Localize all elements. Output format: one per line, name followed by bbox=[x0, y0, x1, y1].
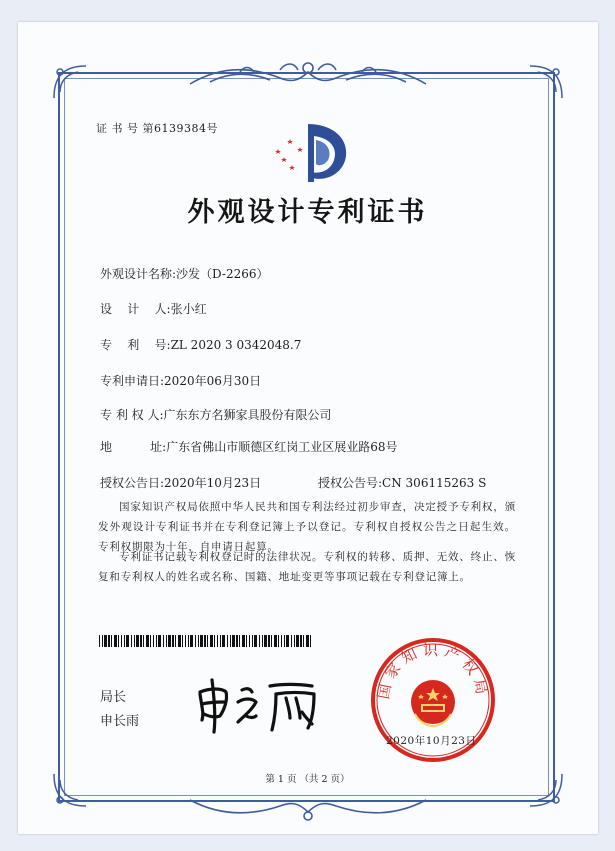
address-label: 地 址: bbox=[100, 440, 167, 454]
design-name-label: 外观设计名称: bbox=[100, 267, 177, 281]
publication-number-row bbox=[318, 474, 486, 491]
body-paragraph: 国家知识产权局依照中华人民共和国专利法经过初步审查，决定授予专利权，颁发外观设计专利证书并在专利登记簿上予以登记。专利权自授权公告之日起生效。专利权期限为十年，自申请日起算。 bbox=[98, 501, 516, 553]
patentee-label: 专 利 权 人: bbox=[100, 408, 164, 422]
svg-text:国家知识产权局: 国家知识产权局 bbox=[374, 640, 492, 701]
inventor-row bbox=[100, 300, 207, 317]
inventor-label: 设 计 人: bbox=[100, 302, 171, 316]
barcode-icon bbox=[99, 635, 311, 647]
patent-number-label: 专 利 号: bbox=[100, 338, 171, 352]
application-date-row bbox=[100, 372, 261, 389]
publication-number-value: CN 306115263 S bbox=[382, 476, 487, 490]
application-date-value: 2020年06月30日 bbox=[164, 374, 262, 388]
director-name: 申长雨 bbox=[100, 714, 140, 729]
bottom-ornament-icon bbox=[180, 794, 436, 822]
patent-number-value: ZL 2020 3 0342048.7 bbox=[170, 338, 302, 352]
corner-ornament-icon bbox=[50, 62, 90, 102]
patentee-row bbox=[100, 406, 332, 423]
director-title: 局长 bbox=[100, 690, 127, 705]
inventor-value: 张小红 bbox=[170, 302, 207, 316]
design-name-row bbox=[100, 265, 269, 282]
publication-number-label: 授权公告号: bbox=[318, 476, 383, 490]
application-date-label: 专利申请日: bbox=[100, 374, 165, 388]
grant-date-row bbox=[100, 474, 261, 491]
grant-date-value: 2020年10月23日 bbox=[164, 476, 262, 490]
director-signature-icon bbox=[190, 672, 325, 734]
certificate-number: 证 书 号 第6139384号 bbox=[96, 122, 218, 135]
top-ornament-icon bbox=[180, 58, 436, 92]
page-title: 外观设计专利证书 bbox=[187, 197, 428, 228]
corner-ornament-icon bbox=[526, 62, 566, 102]
design-name-value: 沙发（D-2266） bbox=[176, 267, 269, 281]
patentee-value: 广东东方名狮家具股份有限公司 bbox=[163, 408, 332, 422]
seal-date: 2020年10月23日 bbox=[386, 735, 477, 747]
page-number: 第 1 页 （共 2 页） bbox=[265, 774, 350, 785]
address-value: 广东省佛山市顺德区红岗工业区展业路68号 bbox=[166, 440, 398, 454]
body-paragraph: 专利证书记载专利权登记时的法律状况。专利权的转移、质押、无效、终止、恢复和专利权人的姓名或名称、国籍、地址变更等事项记载在专利登记簿上。 bbox=[98, 551, 516, 583]
cnipa-logo-icon bbox=[268, 116, 352, 190]
patent-number-row bbox=[100, 336, 301, 353]
grant-date-label: 授权公告日: bbox=[100, 476, 165, 490]
address-row bbox=[100, 438, 397, 455]
